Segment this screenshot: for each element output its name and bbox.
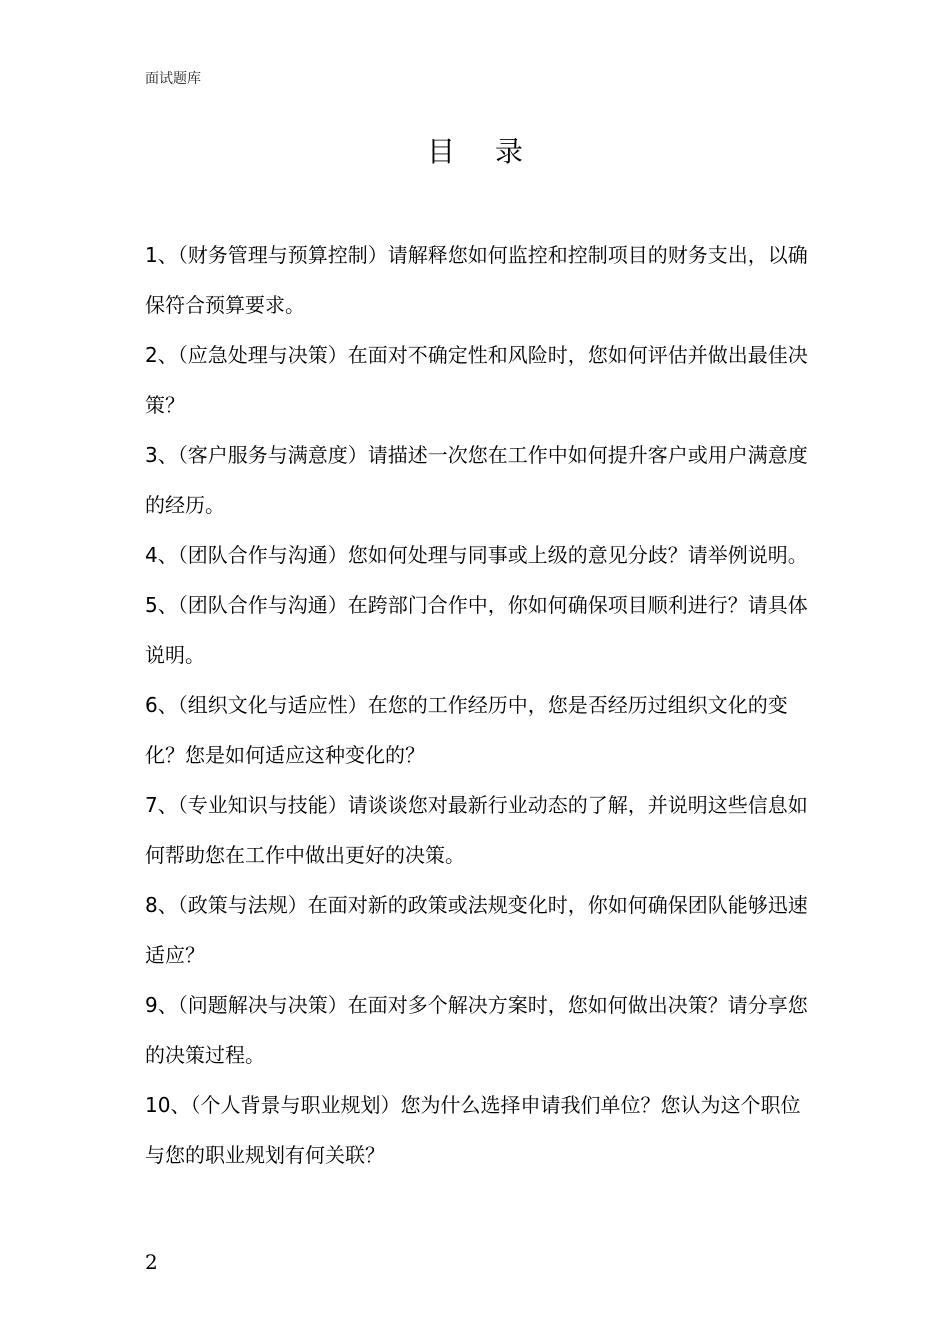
page-number: 2	[145, 1250, 158, 1274]
toc-item-4: 4、（团队合作与沟通）您如何处理与同事或上级的意见分歧？请举例说明。	[145, 543, 808, 567]
running-header: 面试题库	[145, 71, 201, 87]
toc-item-3: 3、（客户服务与满意度）请描述一次您在工作中如何提升客户或用户满意度的经历。	[145, 443, 808, 517]
toc-list	[145, 230, 820, 1180]
toc-item-6: 6、（组织文化与适应性）在您的工作经历中，您是否经历过组织文化的变化？您是如何适应这种变化的？	[145, 693, 788, 767]
toc-item-2: 2、（应急处理与决策）在面对不确定性和风险时，您如何评估并做出最佳决策？	[145, 343, 808, 417]
toc-item-9: 9、（问题解决与决策）在面对多个解决方案时，您如何做出决策？请分享您的决策过程。	[145, 993, 808, 1067]
toc-item-1: 1、（财务管理与预算控制）请解释您如何监控和控制项目的财务支出，以确保符合预算要求。	[145, 243, 808, 317]
toc-item-8: 8、（政策与法规）在面对新的政策或法规变化时，你如何确保团队能够迅速适应？	[145, 893, 808, 967]
toc-title: 目录	[426, 135, 563, 168]
toc-item-7: 7、（专业知识与技能）请谈谈您对最新行业动态的了解，并说明这些信息如何帮助您在工作中做出更好的决策。	[145, 793, 808, 867]
toc-item-10: 10、（个人背景与职业规划）您为什么选择申请我们单位？您认为这个职位与您的职业规划有何关联？	[145, 1093, 801, 1167]
toc-item-5: 5、（团队合作与沟通）在跨部门合作中，你如何确保项目顺利进行？请具体说明。	[145, 593, 808, 667]
